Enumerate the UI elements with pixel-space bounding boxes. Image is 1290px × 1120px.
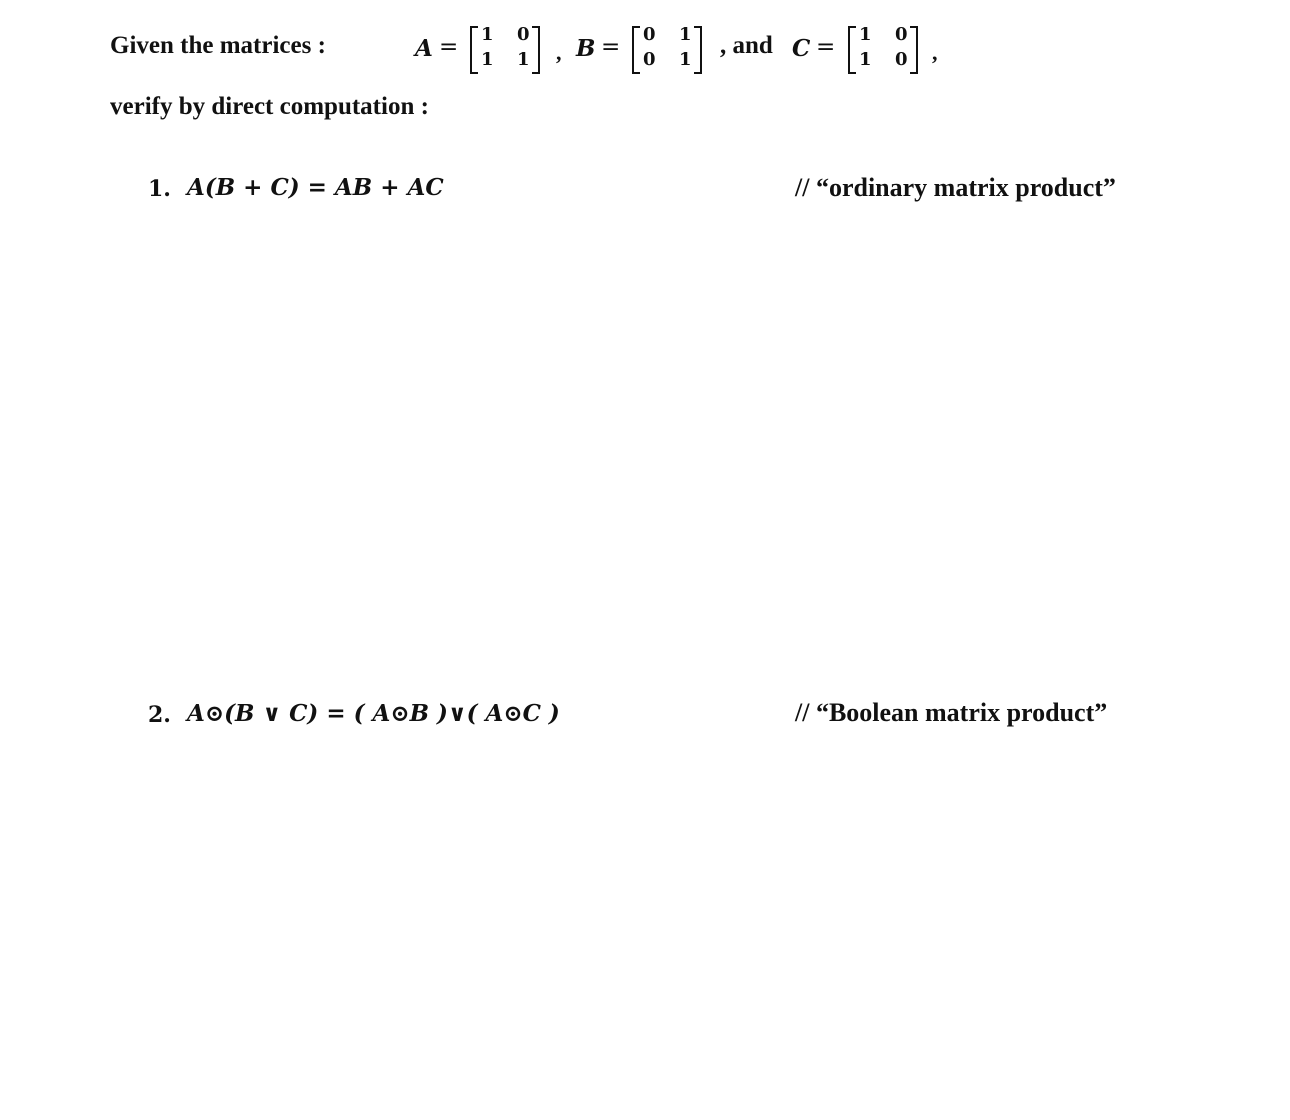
problem-2-number: 2. xyxy=(148,702,171,728)
matrix-bracket-left xyxy=(848,26,856,74)
problem-2-comment: // “Boolean matrix product” xyxy=(795,698,1108,727)
matrix-c-cell: 0 xyxy=(895,49,908,70)
matrix-a xyxy=(470,24,540,74)
comma-after-c: , xyxy=(932,40,938,65)
intro-label: Given the matrices : xyxy=(110,32,326,59)
problem-1-comment: // “ordinary matrix product” xyxy=(795,173,1116,202)
matrix-a-cell: 1 xyxy=(481,49,494,70)
matrix-bracket-right xyxy=(910,26,918,74)
matrix-b-cell: 1 xyxy=(679,24,692,45)
matrix-b-cell: 0 xyxy=(643,49,656,70)
matrix-c-cell: 1 xyxy=(859,49,872,70)
matrix-a-cell: 1 xyxy=(517,49,530,70)
matrix-bracket-left xyxy=(632,26,640,74)
instruction-text: verify by direct computation : xyxy=(110,93,429,120)
equals-sign-a: = xyxy=(439,34,459,60)
comma-after-a: , xyxy=(556,40,562,65)
matrix-a-cell: 1 xyxy=(481,24,494,45)
matrix-bracket-right xyxy=(694,26,702,74)
problem-2-expression: A⊙(B ∨ C) = ( A⊙B )∨( A⊙C ) xyxy=(187,700,560,727)
matrix-b-cell: 0 xyxy=(643,24,656,45)
problem-1-number: 1. xyxy=(148,176,171,202)
matrix-a-name: A xyxy=(415,35,433,62)
matrix-c-name: C xyxy=(792,35,811,62)
matrix-b xyxy=(632,24,702,74)
problem-1-expression: A(B + C) = AB + AC xyxy=(187,174,444,201)
matrix-b-cell: 1 xyxy=(679,49,692,70)
matrix-c-cell: 1 xyxy=(859,24,872,45)
matrix-bracket-right xyxy=(532,26,540,74)
matrix-c-cell: 0 xyxy=(895,24,908,45)
matrix-b-name: B xyxy=(576,35,596,62)
equals-sign-b: = xyxy=(601,34,621,60)
matrix-c xyxy=(848,24,918,74)
matrix-a-cell: 0 xyxy=(517,24,530,45)
and-text: , and xyxy=(720,32,773,59)
equals-sign-c: = xyxy=(816,34,836,60)
matrix-bracket-left xyxy=(470,26,478,74)
